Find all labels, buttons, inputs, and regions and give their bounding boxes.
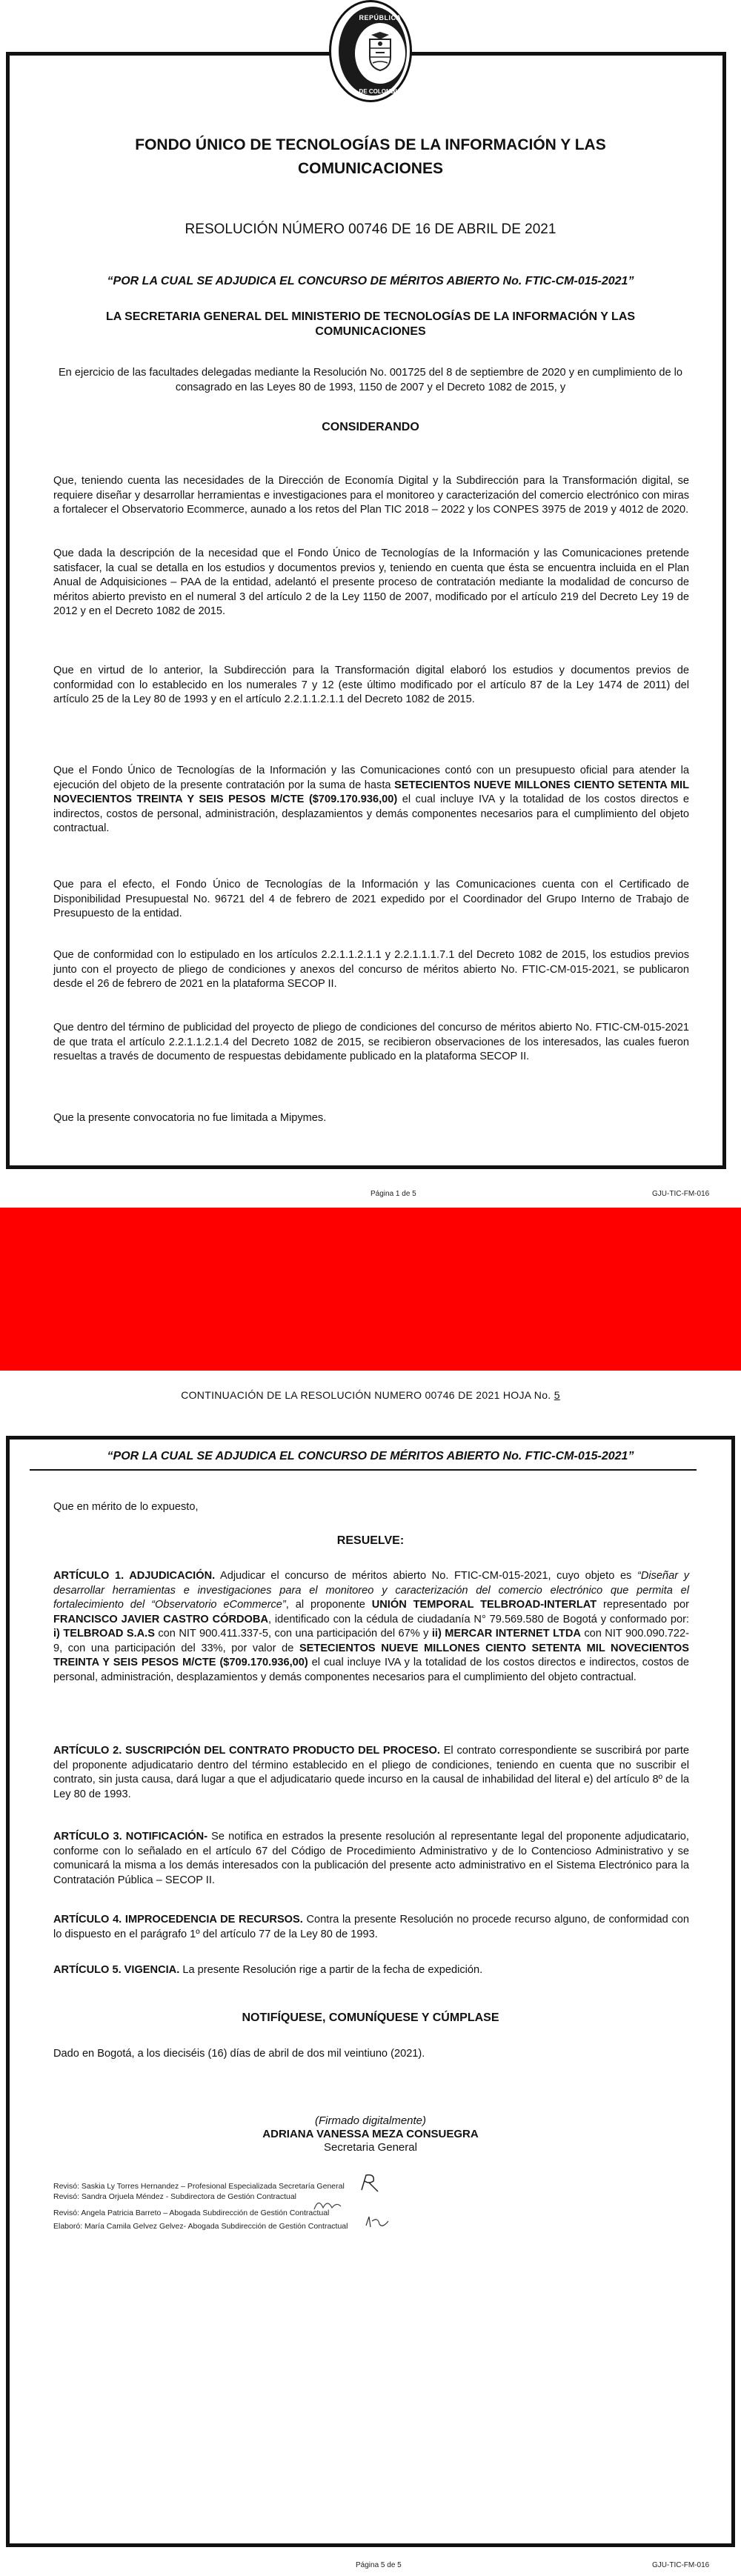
resolution-number: RESOLUCIÓN NÚMERO 00746 DE 16 DE ABRIL DE 2021 (185, 222, 556, 237)
article-1-text-d: , identificado con la cédula de ciudadanía N° 79.569.580 de Bogotá y conformado por: (268, 1613, 689, 1625)
paragraph-3: Que en virtud de lo anterior, la Subdirección para la Transformación digital elaboró los estudios y documentos previos de conformidad con lo establecido en los numerales 7 y 12 (este último modificado por el artículo 87 de la Ley 1474 de 2011) del artículo 25 de la Ley 80 de 1993 y en el artículo 2.2.1.1.2.1.1 del Decreto 1082 de 2015. (53, 665, 689, 705)
resolves-heading: RESUELVE: (336, 1534, 405, 1547)
review-1: Revisó: Saskia Ly Torres Hernandez – Profesional Especializada Secretaría General (53, 2182, 345, 2191)
issuing-authority: LA SECRETARIA GENERAL DEL MINISTERIO DE TECNOLOGÍAS DE LA INFORMACIÓN Y LAS COMUNICACIONES (105, 310, 636, 338)
paragraph-7: Que dentro del término de publicidad del proyecto de pliego de condiciones del concurso de méritos abierto No. FTIC-CM-015-2021 de que trata el artículo 2.2.1.1.2.1.4 del Decreto 1082 de 2015, se recibieron observaciones de los interesados, las cuales fueron resueltas a través de documento de respuestas debidamente publicado en la plataforma SECOP II. (53, 1022, 689, 1062)
paragraph-6: Que de conformidad con lo estipulado en los artículos 2.2.1.1.2.1.1 y 2.2.1.1.1.7.1 del Decreto 1082 de 2015, los estudios previos junto con el proyecto de pliego de condiciones y anexos del concurso de méritos abierto No. FTIC-CM-015-2021, se publicaron desde el 26 de febrero de 2021 en la plataforma SECOP II. (53, 949, 689, 990)
article-1-text-e: con NIT 900.411.337-5, con una participación del 67% y (154, 1628, 432, 1640)
continuation-text: CONTINUACIÓN DE LA RESOLUCIÓN NUMERO 00746 DE 2021 HOJA No. (181, 1389, 554, 1401)
digital-signature-note: (Firmado digitalmente) (314, 2114, 427, 2127)
signer-name: ADRIANA VANESSA MEZA CONSUEGRA (262, 2128, 479, 2140)
member-2: ii) MERCAR INTERNET LTDA (431, 1628, 581, 1640)
notify-heading: NOTIFÍQUESE, COMUNÍQUESE Y CÚMPLASE (242, 2011, 499, 2024)
paragraph-4-text-a: Que el Fondo Único de Tecnologías de la Información y las Comunicaciones contó con un presupuesto oficial para atender la ejecución del objeto de la presente contratación por la suma de hasta (53, 765, 689, 791)
date-given: Dado en Bogotá, a los dieciséis (16) días de abril de dos mil veintiuno (2021). (53, 2048, 425, 2060)
page-5-footer-page: Página 5 de 5 (356, 2561, 402, 2569)
paragraph-4-text-c: el cual incluye IVA y la totalidad de los costos directos e indirectos, costos de personal, administración, desplazamientos y demás componentes necesarios para el cumplimiento del objeto contractual. (53, 793, 689, 834)
intro: Que en mérito de lo expuesto, (53, 1501, 199, 1513)
awardee-name: UNIÓN TEMPORAL TELBROAD-INTERLAT (371, 1599, 597, 1611)
review-2: Revisó: Sandra Orjuela Méndez - Subdirectora de Gestión Contractual (53, 2192, 297, 2201)
continuation-header (0, 1389, 741, 1401)
article-2 (53, 1744, 689, 1802)
article-1-text-b: , al proponente (285, 1599, 372, 1611)
initials-scribble-1 (356, 2172, 385, 2194)
article-1-text-g: el cual incluye IVA y la totalidad de los costos directos e indirectos, costos de personal, administración, desplazamientos y demás componentes necesarios para el cumplimiento del objeto contractual. (53, 1657, 690, 1683)
budget-amount: SETECIENTOS NUEVE MILLONES CIENTO SETENTA MIL NOVECIENTOS TREINTA Y SEIS PESOS M/CTE ($709.170.936,00) (53, 779, 690, 805)
paragraph-2: Que dada la descripción de la necesidad que el Fondo Único de Tecnologías de la Información y las Comunicaciones pretende satisfacer, la cual se detalla en los estudios y documentos previos y, teniendo en cuenta que ésta se encuentra incluida en el Plan Anual de Adquisiciones – PAA de la entidad, adelantó el presente proceso de contratación mediante la modalidad de concurso de méritos abierto previsto en el numeral 3 del artículo 2 de la Ley 1150 de 2007, modificado por el artículo 219 del Decreto Ley 19 de 2012 y en el Decreto 1082 de 2015. (53, 548, 689, 617)
article-3-text: Se notifica en estrados la presente resolución al representante legal del proponente adjudicatario, conforme con lo señalado en el artículo 67 del Código de Procedimiento Administrativo y de lo Contencioso Administrativo y se comunicará la misma a los demás interesados con la publicación del presente acto administrativo en el Sistema Electrónico para la Contratación Pública – SECOP II. (53, 1831, 689, 1886)
article-1-text-c: representado por (597, 1599, 689, 1611)
national-seal (326, 0, 415, 111)
paragraph-8: Que la presente convocatoria no fue limitada a Mipymes. (53, 1112, 327, 1124)
article-2-title: ARTÍCULO 2. SUSCRIPCIÓN DEL CONTRATO PRODUCTO DEL PROCESO. (53, 1745, 440, 1757)
article-1-title: ARTÍCULO 1. ADJUDICACIÓN. (53, 1570, 216, 1582)
article-3-title: ARTÍCULO 3. NOTIFICACIÓN- (53, 1831, 208, 1843)
resolution-subject: “POR LA CUAL SE ADJUDICA EL CONCURSO DE MÉRITOS ABIERTO No. FTIC-CM-015-2021” (107, 275, 634, 287)
paragraph-1: Que, teniendo cuenta las necesidades de la Dirección de Economía Digital y la Subdirección para la Transformación digital, se requiere diseñar y desarrollar herramientas e investigaciones para el monitoreo y caracterización del comercio electrónico con miras a fortalecer el Observatorio Ecommerce, aunado a los retos del Plan TIC 2018 – 2022 y los CONPES 3975 de 2019 y 4012 de 2020. (53, 475, 689, 516)
article-3 (53, 1830, 689, 1888)
article-1-text-a: Adjudicar el concurso de méritos abierto No. FTIC-CM-015-2021, cuyo objeto es (215, 1570, 637, 1582)
page-1 (0, 0, 741, 1200)
legal-representative: FRANCISCO JAVIER CASTRO CÓRDOBA (53, 1613, 268, 1625)
seal-top-text: REPÚBLICA (359, 14, 402, 21)
article-4 (53, 1913, 689, 1942)
article-5-title: ARTÍCULO 5. VIGENCIA. (53, 1964, 180, 1976)
review-4: Elaboró: María Camila Gelvez Gelvez- Abogada Subdirección de Gestión Contractual (53, 2222, 348, 2231)
award-amount: SETECIENTOS NUEVE MILLONES CIENTO SETENTA MIL NOVECIENTOS TREINTA Y SEIS PESOS M/CTE ($709.170.936,00) (53, 1642, 690, 1668)
page-separator-band (0, 1208, 741, 1371)
initials-scribble-2 (311, 2194, 344, 2217)
article-4-text: Contra la presente Resolución no procede recurso alguno, de conformidad con lo dispuesto en el parágrafo 1º del artículo 77 de la Ley 80 de 1993. (53, 1914, 689, 1940)
article-1-text-f: con NIT 900.090.722-9, con una participación del 33%, por valor de (53, 1628, 689, 1654)
page-1-footer-code: GJU-TIC-FM-016 (652, 1190, 710, 1198)
sheet-number: 5 (554, 1389, 560, 1401)
article-2-text: El contrato correspondiente se suscribirá por parte del proponente adjudicatario dentro del término establecido en el pliego de condiciones, teniendo en cuenta que no suscribir el contrato, sin justa causa, dará lugar a que el adjudicatario quede incurso en la causal de inhabilidad del literal e) del artículo 8º de la Ley 80 de 1993. (53, 1745, 689, 1800)
paragraph-5: Que para el efecto, el Fondo Único de Tecnologías de la Información y las Comunicaciones cuenta con el Certificado de Disponibilidad Presupuestal No. 96721 del 4 de febrero de 2021 expedido por el Coordinador del Grupo Interno de Trabajo de Presupuesto de la entidad. (53, 879, 689, 919)
member-1: i) TELBROAD S.A.S (53, 1628, 155, 1640)
page-5 (0, 1371, 741, 2576)
paragraph-4 (53, 764, 689, 836)
seal-bottom-text: DE COLOMBIA (359, 88, 402, 95)
subject-divider (30, 1469, 697, 1471)
considering-heading: CONSIDERANDO (322, 421, 419, 433)
preamble: En ejercicio de las facultades delegadas mediante la Resolución No. 001725 del 8 de septiembre de 2020 y en cumplimiento de lo consagrado en las Leyes 80 de 1993, 1150 de 2007 y el Decreto 1082 de 2015, y (58, 367, 683, 393)
article-5-text: La presente Resolución rige a partir de la fecha de expedición. (179, 1964, 483, 1976)
review-3: Revisó: Angela Patricia Barreto – Abogada Subdirección de Gestión Contractual (53, 2209, 330, 2217)
signer-role: Secretaria General (324, 2141, 417, 2154)
initials-scribble-3 (363, 2214, 393, 2233)
page-1-footer-page: Página 1 de 5 (370, 1190, 416, 1198)
coat-of-arms-icon (365, 32, 395, 72)
page-5-subject: “POR LA CUAL SE ADJUDICA EL CONCURSO DE MÉRITOS ABIERTO No. FTIC-CM-015-2021” (107, 1450, 634, 1462)
entity-title: FONDO ÚNICO DE TECNOLOGÍAS DE LA INFORMACIÓN Y LAS COMUNICACIONES (135, 136, 606, 177)
article-4-title: ARTÍCULO 4. IMPROCEDENCIA DE RECURSOS. (53, 1914, 303, 1926)
contract-object: “Diseñar y desarrollar herramientas e investigaciones para el monitoreo y caracterización del comercio electrónico que permita el fortalecimiento del “Observatorio eCommerce” (53, 1570, 689, 1611)
article-5 (53, 1963, 689, 1978)
article-1 (53, 1569, 689, 1685)
page-5-footer-code: GJU-TIC-FM-016 (652, 2561, 710, 2569)
